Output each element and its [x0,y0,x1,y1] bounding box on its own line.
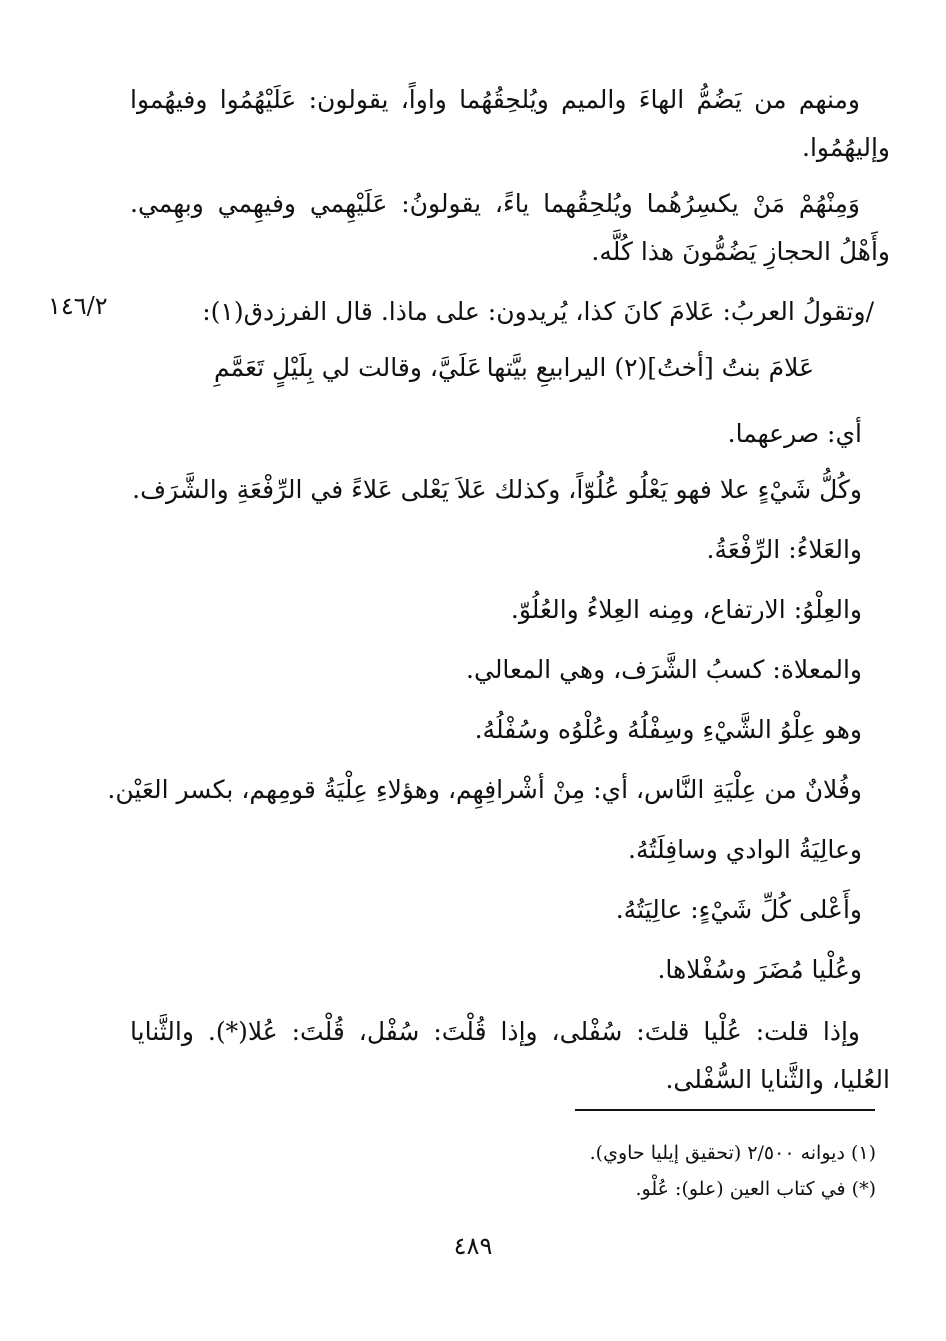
verse-second-hemistich: عَلَيَّ، وقالت لي بِلَيْلٍ تَعَمَّمِ [214,353,482,382]
paragraph-12: وأَعْلى كُلِّ شَيْءٍ: عالِيَتُهُ. [615,895,862,924]
verse-first-hemistich: عَلامَ بنتُ [أختُ](٢) اليرابيعِ بيَّتها [486,353,814,382]
paragraph-1: ومنهم من يَضُمُّ الهاءَ والميم ويُلحِقُهُما واواً، يقولون: عَلَيْهُمُوا وفيهُموا وإليهُمُوا. [130,85,890,162]
paragraph-9: وهو عِلْوُ الشَّيْءِ وسِفْلُهُ وعُلْوُه وسُفْلُهُ. [474,715,862,744]
paragraph-14: وإذا قلت: عُلْيا قلتَ: سُفْلى، وإذا قُلْتَ: سُفْل، قُلْتَ: عُلا(*). والثَّنايا العُليا، والثَّنايا السُّفْلى. [130,1017,890,1094]
footnote-divider [575,1109,875,1111]
paragraph-4: أي: صرعهما. [727,419,862,448]
paragraph-11: وعالِيَةُ الوادي وسافِلَتُهُ. [628,835,862,864]
page-number: ٤٨٩ [453,1232,493,1260]
paragraph-6: والعَلاءُ: الرِّفْعَةُ. [706,535,862,564]
paragraph-2: وَمِنْهُمْ مَنْ يكسِرُهُما ويُلحِقُهما ياءً، يقولونُ: عَلَيْهِمي وفيهِمي وبهِمي. وأَهْلُ الحجازِ يَضُمُّونَ هذا كُلَّه. [130,189,890,266]
footnote-1: (١) ديوانه ٢/٥٠٠ (تحقيق إيليا حاوي). [589,1142,876,1164]
paragraph-7: والعِلْوُ: الارتفاع، ومِنه العِلاءُ والعُلُوّ. [510,595,862,624]
margin-reference: ١٤٦/٢ [48,292,108,320]
paragraph-10: وفُلانٌ من عِلْيَةِ النَّاس، أي: مِنْ أشْرافِهِم، وهؤلاءِ عِلْيَةُ قومِهم، بكسر العَيْن. [107,775,862,804]
paragraph-3: /وتقولُ العربُ: عَلامَ كانَ كذا، يُريدون: على ماذا. قال الفرزدق(١): [202,297,874,326]
paragraph-5: وكُلُّ شَيْءٍ علا فهو يَعْلُو عُلُوّاً، وكذلك عَلاَ يَعْلى عَلاءً في الرِّفْعَةِ والشَّرَف. [132,475,862,504]
paragraph-8: والمعلاة: كسبُ الشَّرَف، وهي المعالي. [466,655,862,684]
poetry-verse [214,346,814,390]
footnote-2: (*) في كتاب العين (علو): عُلْو. [635,1178,876,1200]
paragraph-13: وعُلْيا مُضَرَ وسُفْلاها. [657,955,862,984]
